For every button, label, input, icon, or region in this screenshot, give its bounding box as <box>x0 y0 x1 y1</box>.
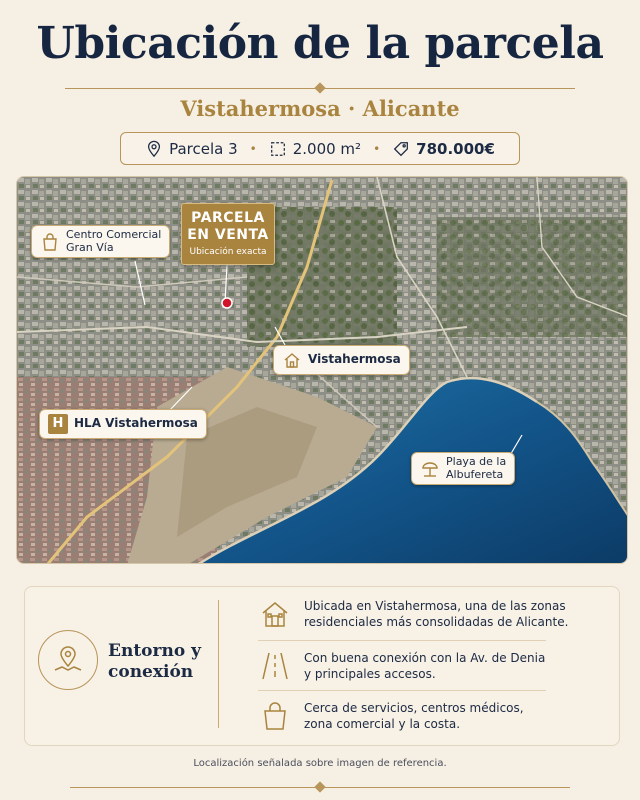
shopping-bag-icon <box>40 232 60 252</box>
callout-playa-line1: Playa de la <box>446 455 507 468</box>
separator: • <box>373 141 381 156</box>
callout-playa-line2: Albufereta <box>446 467 504 481</box>
callout-centro-line1: Centro Comercial <box>66 228 162 241</box>
footnote: Localización señalada sobre imagen de referencia. <box>193 758 447 769</box>
callout-hla-label: HLA Vistahermosa <box>74 416 198 431</box>
surroundings-heading <box>108 641 201 683</box>
price-segment <box>392 140 495 158</box>
divider-diamond <box>314 82 325 93</box>
callout-playa-albufereta <box>411 452 515 485</box>
page-title: Ubicación de la parcela <box>36 18 604 69</box>
parcel-label: Parcela 3 <box>169 139 238 158</box>
location-map <box>16 176 628 564</box>
area-label: 2.000 m² <box>292 139 362 158</box>
price-tag-icon <box>392 140 410 158</box>
callout-centro-text <box>66 229 161 254</box>
feature-connection-text <box>304 650 545 682</box>
feature-services <box>258 699 524 733</box>
parcel-tag-line2: EN VENTA <box>187 227 269 243</box>
feature-connection-line2: y principales accesos. <box>304 667 436 681</box>
bottom-divider-diamond <box>314 781 325 792</box>
surroundings-heading-line1: Entorno y <box>108 641 201 661</box>
beach-umbrella-icon <box>420 459 440 479</box>
parcel-summary-bar <box>120 132 520 165</box>
feature-connection-line1: Con buena conexión con la Av. de Denia <box>304 651 546 665</box>
separator: • <box>249 141 257 156</box>
parcel-tag-line1: PARCELA <box>191 210 265 226</box>
parcel-tag-line3: Ubicación exacta <box>189 247 267 257</box>
feature-divider <box>258 640 546 641</box>
feature-connection <box>258 649 545 683</box>
hospital-h-icon: H <box>48 414 68 434</box>
location-pin-icon <box>145 140 163 158</box>
map-pin-badge <box>38 630 98 690</box>
feature-location-line1: Ubicada en Vistahermosa, una de las zonas <box>304 599 566 613</box>
house-icon <box>282 350 302 370</box>
feature-services-line2: zona comercial y la costa. <box>304 717 461 731</box>
map-location-icon <box>51 643 85 677</box>
feature-services-line1: Cerca de servicios, centros médicos, <box>304 701 524 715</box>
callout-hla-vistahermosa <box>39 409 207 439</box>
panel-divider <box>218 600 219 728</box>
callout-centro-comercial <box>31 225 170 258</box>
road-icon <box>258 649 292 683</box>
callout-vistahermosa-label: Vistahermosa <box>308 352 401 367</box>
callout-playa-text <box>446 456 506 481</box>
feature-services-text <box>304 700 524 732</box>
surroundings-heading-line2: conexión <box>108 662 194 682</box>
area-segment <box>269 140 361 158</box>
parcel-segment <box>145 140 238 158</box>
shopping-bag-icon <box>258 699 292 733</box>
house-icon <box>258 597 292 631</box>
page-subtitle: Vistahermosa · Alicante <box>180 96 460 121</box>
feature-location <box>258 597 568 631</box>
feature-divider <box>258 690 546 691</box>
area-frame-icon <box>269 140 287 158</box>
feature-location-text <box>304 598 568 630</box>
callout-centro-line2: Gran Vía <box>66 240 114 254</box>
feature-location-line2: residenciales más consolidadas de Alicante. <box>304 615 569 629</box>
price-label: 780.000€ <box>416 139 495 158</box>
callout-vistahermosa <box>273 345 410 375</box>
parcel-for-sale-tag <box>181 203 275 265</box>
